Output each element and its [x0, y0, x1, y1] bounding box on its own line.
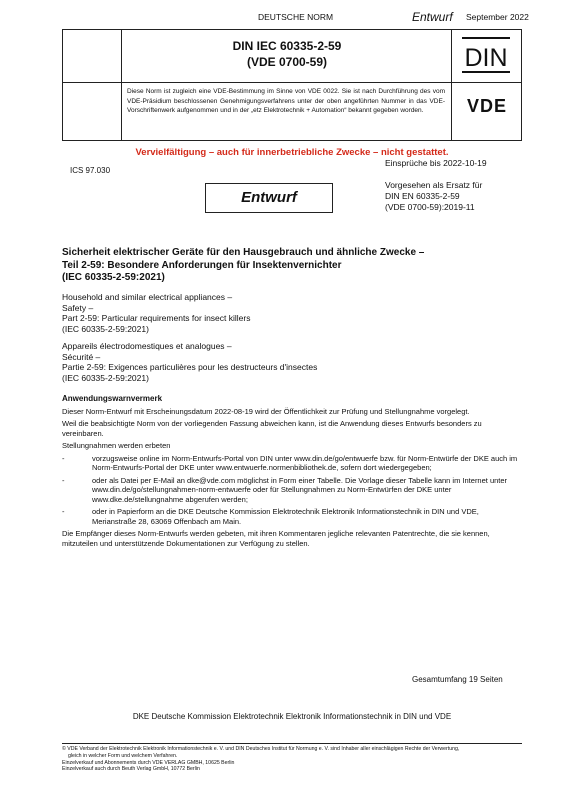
title-french-line-3: Partie 2-59: Exigences particulières pour les destructeurs d'insectes [62, 362, 318, 372]
replacement-note [385, 180, 482, 213]
footer-divider [62, 743, 522, 744]
warning-bullet-3-text: oder in Papierform an die DKE Deutsche Kommission Elektrotechnik Elektronik Informationstechnik in DIN und VDE, Merianstraße 28, 63069 Offenbach am Main. [92, 507, 479, 526]
warning-bullet-1 [62, 454, 522, 473]
title-english-line-4: (IEC 60335-2-59:2021) [62, 323, 149, 334]
draft-status: Entwurf [412, 10, 453, 24]
header-left-column [63, 30, 122, 140]
title-french-line-2: Sécurité – [62, 351, 101, 362]
ics-code: ICS 97.030 [70, 166, 111, 175]
document-number-vde: (VDE 0700-59) [246, 55, 328, 69]
replacement-line-1: Vorgesehen als Ersatz für [385, 180, 483, 190]
warning-paragraph-3: Stellungnahmen werden erbeten [62, 441, 171, 450]
title-german-line-3: (IEC 60335-2-59:2021) [62, 272, 165, 283]
warning-heading: Anwendungswarnvermerk [62, 394, 163, 403]
title-german [62, 247, 522, 285]
copyright-footer [62, 746, 532, 773]
total-pages: Gesamtumfang 19 Seiten [412, 675, 503, 684]
bullet-dash: - [62, 475, 65, 485]
application-warning [62, 394, 522, 551]
warning-paragraph-4: Die Empfänger dieses Norm-Entwurfs werden gebeten, mit ihren Kommentaren jegliche relevanten Patentrechte, die sie kennen, mitzuteilen und unterstützende Dokumentationen zur Verfügung zu stellen. [62, 529, 490, 548]
replacement-line-2: DIN EN 60335-2-59 [385, 191, 460, 201]
footer-line-3: Einzelverkauf und Abonnements durch VDE VERLAG GMBH, 10625 Berlin [62, 759, 235, 766]
title-english-line-2: Safety – [62, 302, 94, 313]
footer-line-2: gleich in welcher Form und welchem Verfahren. [68, 752, 178, 759]
footer-line-4: Einzelverkauf auch durch Beuth Verlag GmbH, 10772 Berlin [62, 766, 200, 773]
document-type-label: DEUTSCHE NORM [258, 12, 334, 22]
title-english-line-1: Household and similar electrical appliances – [62, 292, 233, 302]
title-german-line-1: Sicherheit elektrischer Geräte für den Hausgebrauch und ähnliche Zwecke – [62, 247, 425, 258]
header-box [62, 29, 522, 141]
footer-line-1: © VDE Verband der Elektrotechnik Elektronik Informationstechnik e. V. und DIN Deutsches Institut für Normung e. V. sind Inhaber aller einschlägigen Rechte der Verwertung, [62, 746, 460, 752]
bullet-dash: - [62, 453, 65, 463]
reproduction-notice: Vervielfältigung – auch für innerbetriebliche Zwecke – nicht gestattet. [135, 147, 449, 158]
bullet-dash: - [62, 507, 65, 516]
replacement-line-3: (VDE 0700-59):2019-11 [385, 202, 475, 212]
vde-regulation-note: Diese Norm ist zugleich eine VDE-Bestimmung im Sinne von VDE 0022. Sie ist nach Durchführung des vom VDE-Präsidium beschlossenen Genehmigungsverfahrens unter der oben angeführten Nummer in das VDE-Vorschriftenwerk aufgenommen und in der „etz Elektrotechnik + Automation“ bekannt gegeben worden. [127, 88, 445, 114]
title-french-line-4: (IEC 60335-2-59:2021) [62, 372, 149, 383]
warning-bullet-1-text: vorzugsweise online im Norm-Entwurfs-Portal von DIN unter www.din.de/go/entwuerfe bzw. für Norm-Entwürfe der DKE auch im Norm-Entwurfs-Portal der DKE unter www.entwuerfe.normenbibliothek.de, sofern dort wiedergegeben; [92, 453, 518, 472]
title-german-line-2: Teil 2-59: Besondere Anforderungen für Insektenvernichter [62, 259, 342, 271]
din-logo [461, 35, 511, 75]
warning-paragraph-2: Weil die beabsichtigte Norm von der vorliegenden Fassung abweichen kann, ist die Anwendung dieses Entwurfs besonders zu vereinbaren. [62, 419, 482, 438]
title-french [62, 341, 522, 383]
warning-bullet-2-text: oder als Datei per E-Mail an dke@vde.com möglichst in Form einer Tabelle. Die Vorlage dieser Tabelle kann im Internet unter www.din.de/go/stellungnahmen-norm-entwuerfe oder für Stellungnahmen zu Norm-Entwürfen der DKE unter www.dke.de/stellungnahme abgerufen werden; [92, 475, 508, 504]
warning-paragraph-1: Dieser Norm-Entwurf mit Erscheinungsdatum 2022-08-19 wird der Öffentlichkeit zur Prüfung und Stellungnahme vorgelegt. [62, 406, 470, 416]
document-number [123, 38, 451, 70]
warning-bullet-2 [62, 476, 522, 505]
dke-line: DKE Deutsche Kommission Elektrotechnik Elektronik Informationstechnik in DIN und VDE [132, 712, 452, 721]
title-english [62, 292, 522, 334]
title-english-line-3: Part 2-59: Particular requirements for insect killers [62, 313, 251, 323]
warning-bullet-3 [62, 507, 522, 526]
din-logo-graphic [461, 35, 511, 75]
vde-logo: VDE [466, 96, 507, 116]
objection-deadline: Einsprüche bis 2022-10-19 [385, 158, 487, 168]
din-logo-text: DIN [464, 44, 508, 72]
publication-date: September 2022 [466, 12, 529, 22]
draft-box: Entwurf [205, 183, 333, 213]
title-french-line-1: Appareils électrodomestiques et analogues – [62, 341, 232, 351]
document-number-din: DIN IEC 60335-2-59 [232, 39, 342, 53]
